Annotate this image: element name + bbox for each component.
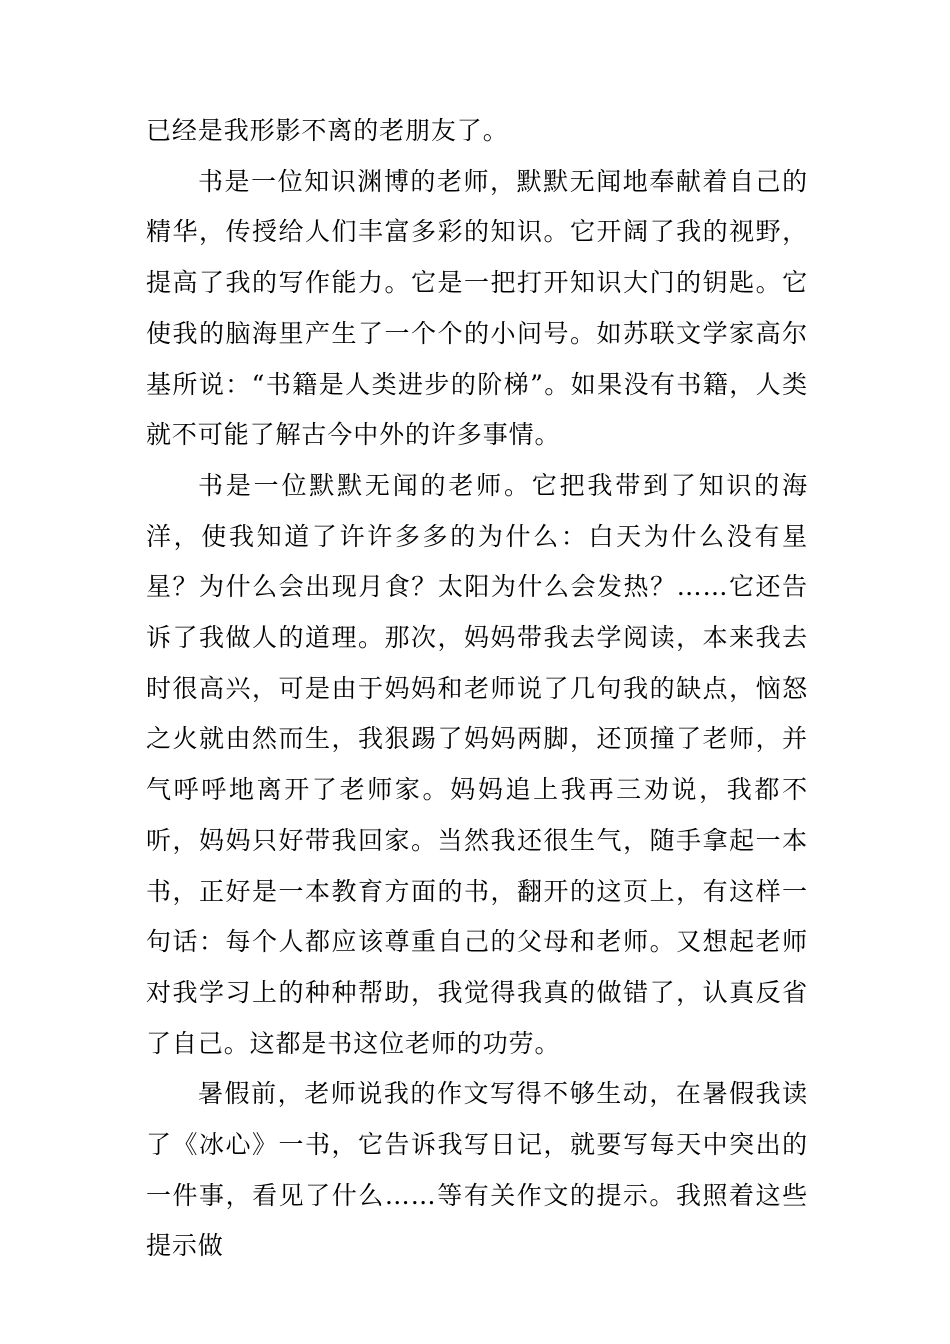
- paragraph-summer-reading: 暑假前，老师说我的作文写得不够生动，在暑假我读了《冰心》一书，它告诉我写日记，就要写每天中突出的一件事，看见了什么……等有关作文的提示。我照着这些提示做: [146, 1079, 808, 1261]
- paragraph-continuation: 已经是我形影不离的老朋友了。: [146, 116, 509, 145]
- paragraph-book-as-learned-teacher: 书是一位知识渊博的老师，默默无闻地奉献着自己的精华，传授给人们丰富多彩的知识。它开阔了我的视野，提高了我的写作能力。它是一把打开知识大门的钥匙。它使我的脑海里产生了一个个的小问号。如苏联文学家高尔基所说：“书籍是人类进步的阶梯”。如果没有书籍，人类就不可能了解古今中外的许多事情。: [146, 166, 808, 450]
- paragraph-book-as-silent-teacher: 书是一位默默无闻的老师。它把我带到了知识的海洋，使我知道了许许多多的为什么：白天为什么没有星星？为什么会出现月食？太阳为什么会发热？……它还告诉了我做人的道理。那次，妈妈带我去学阅读，本来我去时很高兴，可是由于妈妈和老师说了几句我的缺点，恼怒之火就由然而生，我狠踢了妈妈两脚，还顶撞了老师，并气呼呼地离开了老师家。妈妈追上我再三劝说，我都不听，妈妈只好带我回家。当然我还很生气，随手拿起一本书，正好是一本教育方面的书，翻开的这页上，有这样一句话：每个人都应该尊重自己的父母和老师。又想起老师对我学习上的种种帮助，我觉得我真的做错了，认真反省了自己。这都是书这位老师的功劳。: [146, 470, 808, 1058]
- document-body: [146, 106, 808, 1272]
